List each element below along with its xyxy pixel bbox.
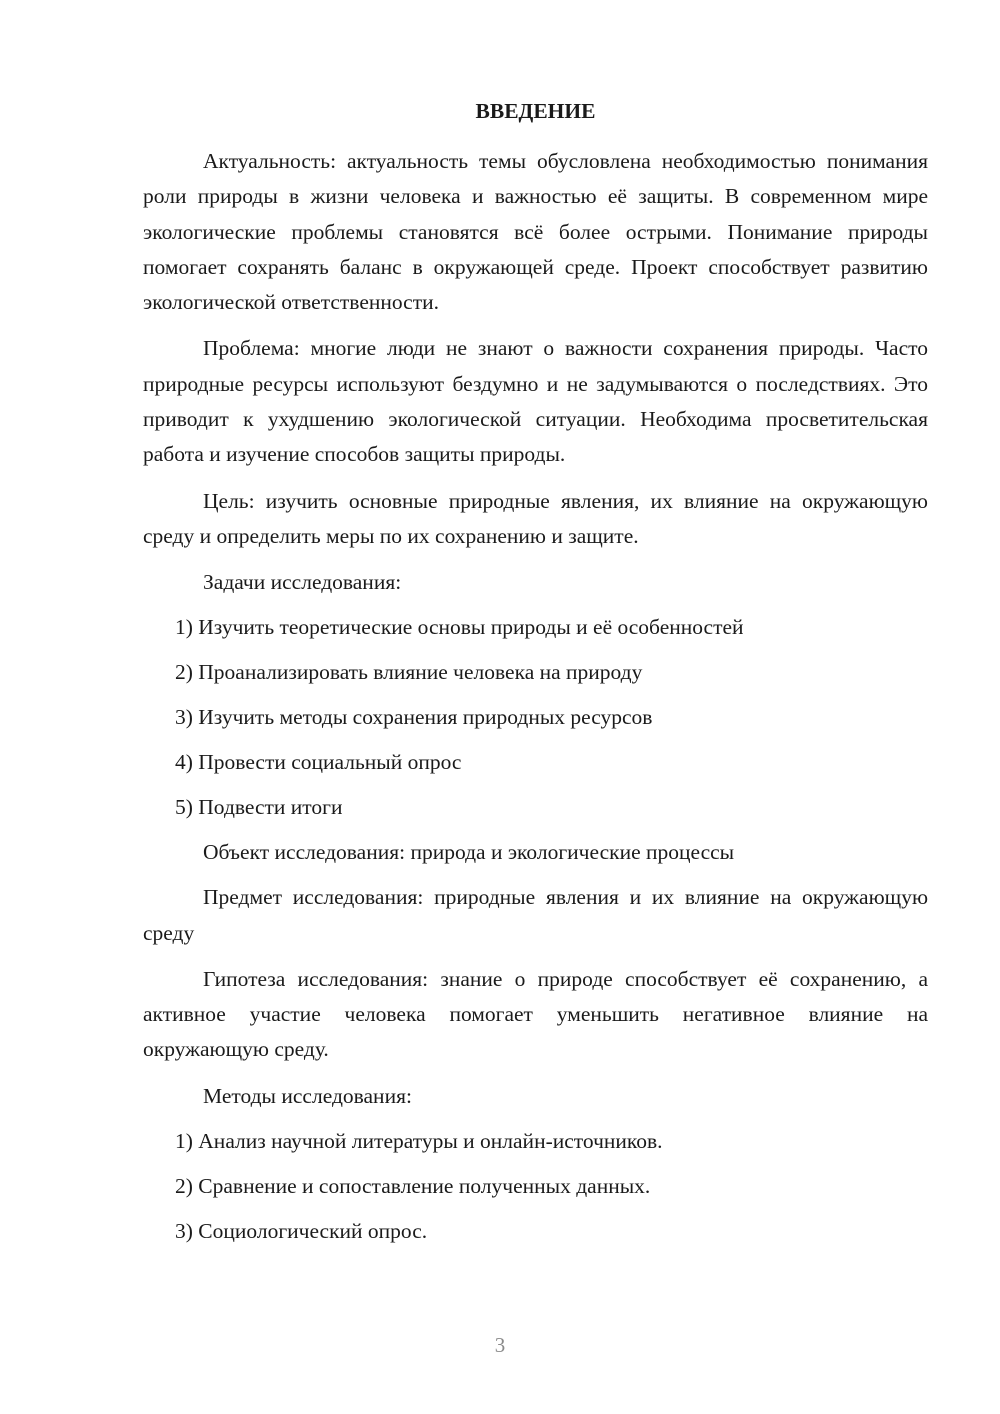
section-title: ВВЕДЕНИЕ: [475, 99, 596, 123]
problem-paragraph: Проблема: многие люди не знают о важности сохранения природы. Часто природные ресурсы используют бездумно и не задумываются о последствиях. Это приводит к ухудшению экологической ситуации. Необходима просветительская работа и изучение способов защиты природы.: [143, 336, 928, 467]
subject-paragraph: Предмет исследования: природные явления и их влияние на окружающую среду: [143, 885, 928, 945]
page-number: 3: [494, 1333, 506, 1357]
task-item: 5) Подвести итоги: [175, 795, 343, 820]
relevance-paragraph: Актуальность: актуальность темы обусловлена необходимостью понимания роли природы в жизни человека и важностью её защиты. В современном мире экологические проблемы становятся всё более острыми. Понимание природы помогает сохранять баланс в окружающей среде. Проект способствует развитию экологической ответственности.: [143, 149, 928, 315]
task-item: 4) Провести социальный опрос: [175, 750, 462, 775]
goal-paragraph: Цель: изучить основные природные явления, их влияние на окружающую среду и определить меры по их сохранению и защите.: [143, 488, 928, 548]
object-paragraph: Объект исследования: природа и экологические процессы: [203, 840, 735, 865]
method-item: 3) Социологический опрос.: [175, 1218, 428, 1243]
tasks-heading: Задачи исследования:: [203, 570, 402, 595]
tasks-list: [143, 610, 928, 825]
task-item: 3) Изучить методы сохранения природных ресурсов: [175, 705, 653, 730]
method-item: 1) Анализ научной литературы и онлайн-источников.: [175, 1128, 663, 1153]
methods-heading: Методы исследования:: [203, 1083, 412, 1108]
hypothesis-paragraph: Гипотеза исследования: знание о природе способствует её сохранению, а активное участие человека помогает уменьшить негативное влияние на окружающую среду.: [143, 966, 928, 1062]
task-item: 1) Изучить теоретические основы природы и её особенностей: [175, 615, 744, 640]
method-item: 2) Сравнение и сопоставление полученных данных.: [175, 1173, 651, 1198]
document-page: [143, 94, 928, 1259]
task-item: 2) Проанализировать влияние человека на природу: [175, 660, 643, 685]
methods-list: [143, 1124, 928, 1249]
